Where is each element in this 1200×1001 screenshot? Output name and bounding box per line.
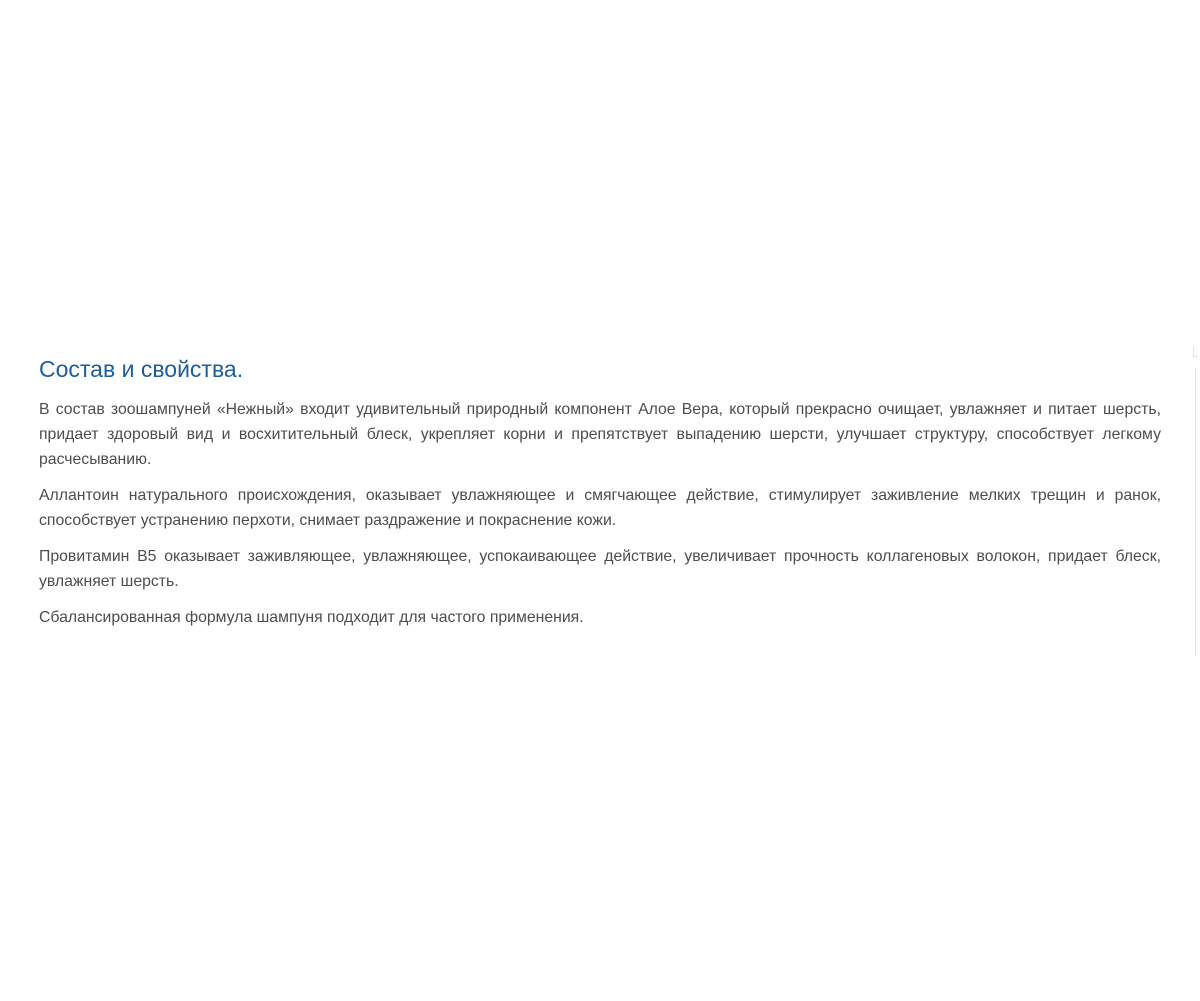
- paragraph-balanced-formula: Сбалансированная формула шампуня подходит для частого применения.: [39, 609, 584, 626]
- panel-corner-divider: [1193, 346, 1198, 357]
- paragraph-aloe-vera: В состав зоошампуней «Нежный» входит удивительный природный компонент Алое Вера, который прекрасно очищает, увлажняет и питает шерсть, придает здоровый вид и восхитительный блеск, укрепляет корни и препятствует выпадению шерсти, улучшает структуру, способствует легкому расчесыванию.: [39, 401, 1161, 468]
- paragraph-provitamin-b5: Провитамин В5 оказывает заживляющее, увлажняющее, успокаивающее действие, увеличивает прочность коллагеновых волокон, придает блеск, увлажняет шерсть.: [39, 548, 1161, 590]
- section-title: Состав и свойства.: [39, 356, 244, 382]
- paragraph-allantoin: Аллантоин натурального происхождения, оказывает увлажняющее и смягчающее действие, стимулирует заживление мелких трещин и ранок, способствует устранению перхоти, снимает раздражение и покраснение кожи.: [39, 487, 1161, 529]
- panel-edge-divider: [1195, 368, 1196, 656]
- product-description-section: [39, 352, 1161, 641]
